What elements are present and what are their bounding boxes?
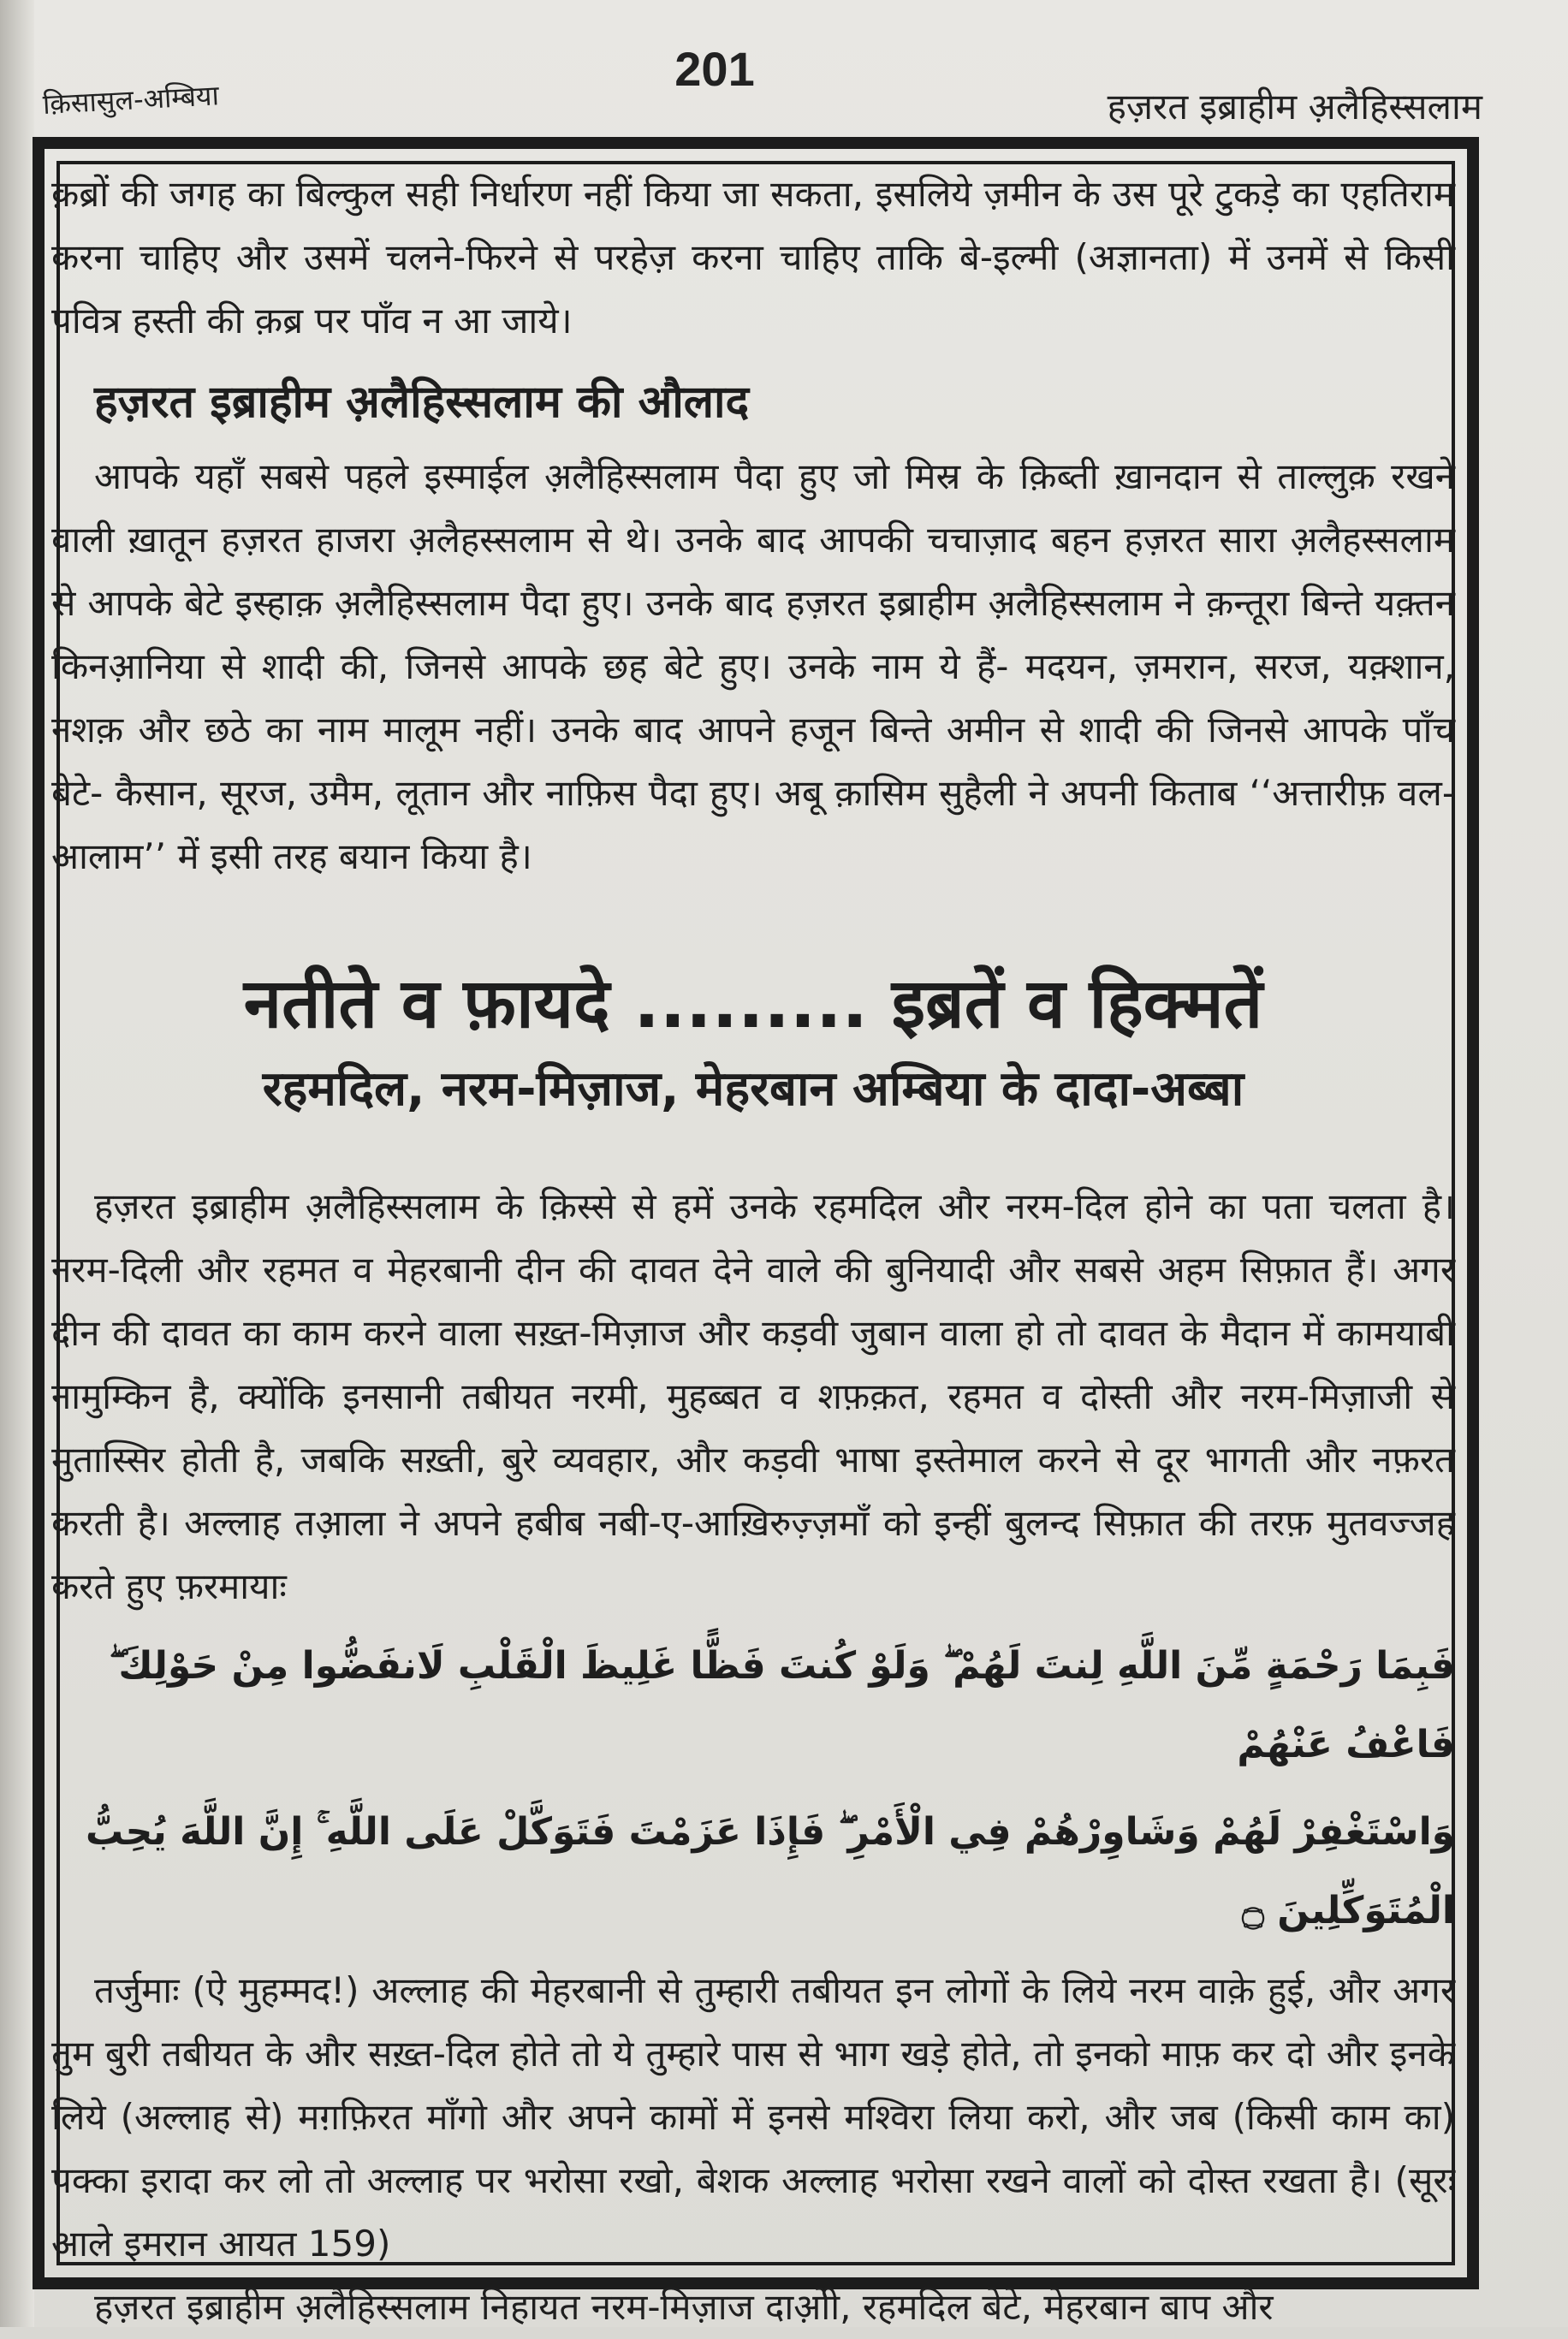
- intro-paragraph: क़ब्रों की जगह का बिल्कुल सही निर्धारण नहीं किया जा सकता, इसलिये ज़मीन के उस पूरे टुकड़े का एहतिराम करना चाहिए और उसमें चलने-फिरने से परहेज़ करना चाहिए ताकि बे-इल्मी (अज्ञानता) में उनमें से किसी पवित्र हस्ती की क़ब्र पर पाँव न आ जाये।: [51, 173, 1455, 341]
- quran-verse-line-1: فَبِمَا رَحْمَةٍ مِّنَ اللَّهِ لِنتَ لَهُمْ ۖ وَلَوْ كُنتَ فَظًّا غَلِيظَ الْقَلْبِ لَانفَضُّوا مِنْ حَوْلِكَ ۖ فَاعْفُ عَنْهُمْ: [109, 1644, 1455, 1766]
- sub-title: रहमदिल, नरम-मिज़ाज, मेहरबान अम्बिया के दादा-अब्बा: [262, 1061, 1244, 1117]
- lesson-paragraph: हज़रत इब्राहीम अ़लैहिस्सलाम के क़िस्से से हमें उनके रहमदिल और नरम-दिल होने का पता चलता है। नरम-दिली और रहमत व मेहरबानी दीन की दावत देने वाले की बुनियादी और सबसे अहम सिफ़ात हैं। अगर दीन की दावत का काम करने वाला सख़्त-मिज़ाज और कड़वी जुबान वाला हो तो दावत के मैदान में कामयाबी नामुम्किन है, क्योंकि इनसानी तबीयत नरमी, मुहब्बत व शफ़क़त, रहमत व दोस्ती और नरम-मिज़ाजी से मुतास्सिर होती है, जबकि सख़्ती, बुरे व्यवहार, और कड़वी भाषा इस्तेमाल करने से दूर भागती और नफ़रत करती है। अल्लाह तआ़ला ने अपने हबीब नबी-ए-आख़िरुज़्ज़माँ को इन्हीं बुलन्द सिफ़ात की तरफ़ मुतवज्जह करते हुए फ़रमायाः: [51, 1185, 1455, 1607]
- running-head-chapter-title: हज़रत इब्राहीम अ़लैहिस्सलाम: [1107, 86, 1482, 128]
- section-heading: हज़रत इब्राहीम अ़लैहिस्सलाम की औलाद: [94, 377, 750, 428]
- running-head-book-title: क़िसासुल-अम्बिया: [42, 79, 220, 121]
- quran-verse-line-2: وَاسْتَغْفِرْ لَهُمْ وَشَاوِرْهُمْ فِي الْأَمْرِ ۖ فَإِذَا عَزَمْتَ فَتَوَكَّلْ عَلَى اللَّهِ ۚ إِنَّ اللَّهَ يُحِبُّ الْمُتَوَكِّلِينَ ۝: [86, 1810, 1455, 1932]
- page-body: [51, 163, 1455, 2339]
- main-title: नतीते व फ़ायदे ......... इब्रतें व हिक्मतें: [243, 964, 1263, 1043]
- closing-line: हज़रत इब्राहीम अ़लैहिस्सलाम निहायत नरम-मिज़ाज दाओ़ी, रहमदिल बेटे, मेहरबान बाप और: [94, 2286, 1274, 2328]
- page-number: 201: [674, 42, 755, 96]
- page-gutter-shadow: [0, 0, 34, 2327]
- translation-paragraph: तर्जुमाः (ऐ मुहम्मद!) अल्लाह की मेहरबानी से तुम्हारी तबीयत इन लोगों के लिये नरम वाक़े हुई, और अगर तुम बुरी तबीयत के और सख़्त-दिल होते तो ये तुम्हारे पास से भाग खड़े होते, तो इनको माफ़ कर दो और इनके लिये (अल्लाह से) मग़फ़िरत माँगो और अपने कामों में इनसे मश्विरा लिया करो, और जब (किसी काम का) पक्का इरादा कर लो तो अल्लाह पर भरोसा रखो, बेशक अल्लाह भरोसा रखने वालों को दोस्त रखता है। (सूरः आले इमरान आयत 159): [51, 1969, 1455, 2265]
- section-paragraph: आपके यहाँ सबसे पहले इस्माईल अ़लैहिस्सलाम पैदा हुए जो मिस्र के क़िब्ती ख़ानदान से ताल्लुक़ रखने वाली ख़ातून हज़रत हाजरा अ़लैहस्सलाम से थे। उनके बाद आपकी चचाज़ाद बहन हज़रत सारा अ़लैहस्सलाम से आपके बेटे इस्हाक़ अ़लैहिस्सलाम पैदा हुए। उनके बाद हज़रत इब्राहीम अ़लैहिस्सलाम ने क़न्तूरा बिन्ते यक़्तन किनआ़निया से शादी की, जिनसे आपके छह बेटे हुए। उनके नाम ये हैं- मदयन, ज़मरान, सरज, यक़्शान, नशक़ और छठे का नाम मालूम नहीं। उनके बाद आपने हजून बिन्ते अमीन से शादी की जिनसे आपके पाँच बेटे- कैसान, सूरज, उमैम, लूतान और नाफ़िस पैदा हुए। अबू क़ासिम सुहैली ने अपनी किताब ‘‘अत्तारीफ़ वल-आलाम’’ में इसी तरह बयान किया है।: [51, 455, 1455, 877]
